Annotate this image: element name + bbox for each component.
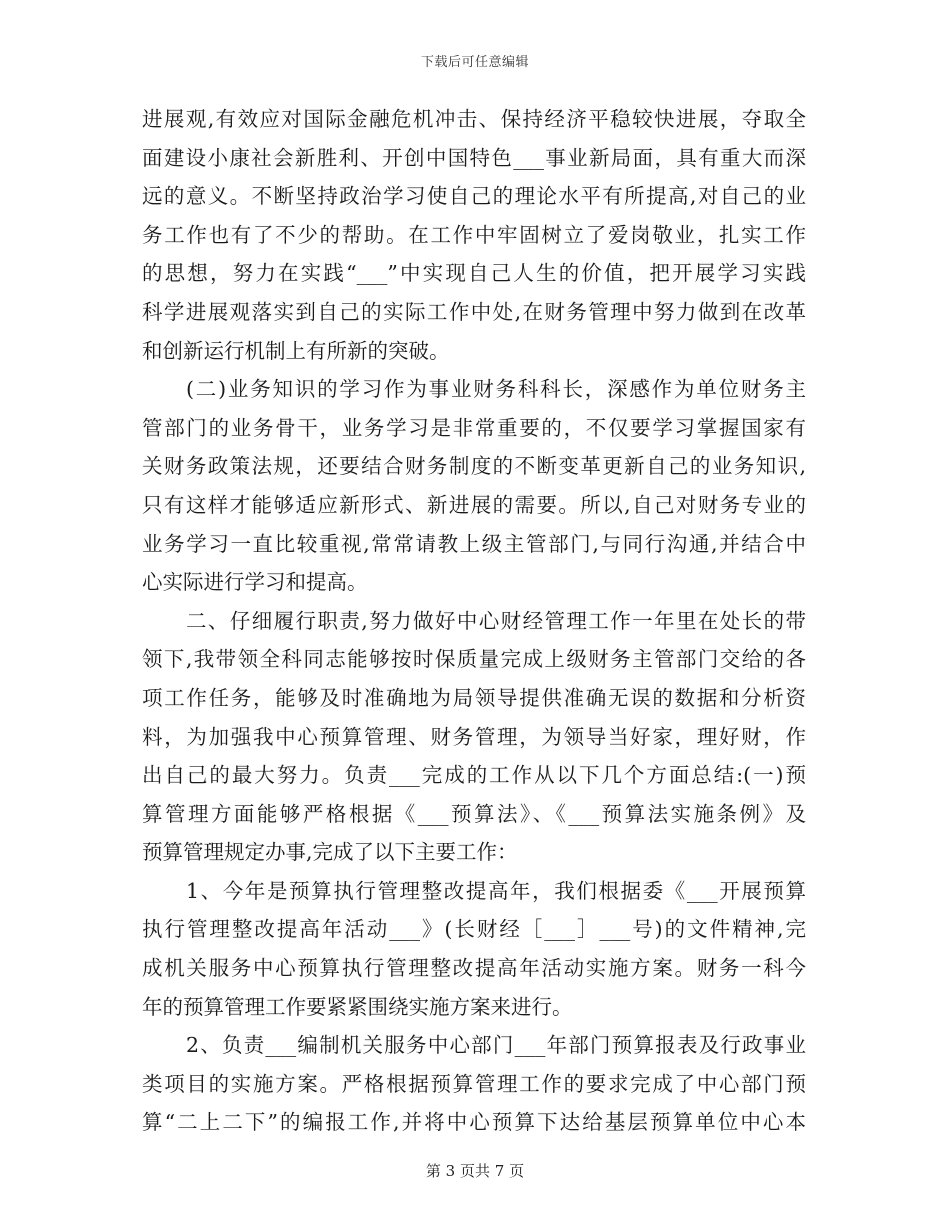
text-line: 进展观,有效应对国际金融危机冲击、保持经济平稳较快进展，夺取全 [142, 107, 806, 131]
text-line: 只有这样才能够适应新形式、新进展的需要。所以,自己对财务专业的 [142, 492, 806, 517]
text-line: 年的预算管理工作要紧紧围绕实施方案来进行。 [142, 994, 573, 1019]
text-line: 面建设小康社会新胜利、开创中国特色___事业新局面，具有重大而深 [142, 145, 806, 170]
text-line: 类项目的实施方案。严格根据预算管理工作的要求完成了中心部门预 [142, 1071, 806, 1096]
paragraph-first-line: (二)业务知识的学习作为事业财务科科长，深感作为单位财务主 [186, 377, 806, 402]
text-line: 心实际进行学习和提高。 [142, 570, 368, 595]
text-line: 执行管理整改提高年活动___》(长财经［___］___号)的文件精神,完 [142, 917, 806, 942]
paragraph-first-line: 二、仔细履行职责,努力做好中心财经管理工作一年里在处长的带 [186, 608, 806, 633]
text-line: 料，为加强我中心预算管理、财务管理，为领导当好家，理好财，作 [142, 724, 806, 749]
text-line: 预算管理规定办事,完成了以下主要工作： [142, 840, 518, 865]
text-line: 和创新运行机制上有所新的突破。 [142, 338, 450, 363]
paragraph-first-line: 1、今年是预算执行管理整改提高年，我们根据委《___开展预算 [186, 878, 806, 903]
text-line: 算管理方面能够严格根据《___预算法》、《___预算法实施条例》及 [142, 801, 806, 826]
page-header-note: 下载后可任意编辑 [420, 55, 529, 70]
text-line: 的思想，努力在实践“___”中实现自己人生的价值，把开展学习实践 [142, 261, 806, 286]
text-line: 管部门的业务骨干，业务学习是非常重要的，不仅要学习掌握国家有 [142, 415, 806, 440]
document-body [142, 100, 806, 1142]
text-line: 领下,我带领全科同志能够按时保质量完成上级财务主管部门交给的各 [142, 647, 806, 672]
text-line: 关财务政策法规，还要结合财务制度的不断变革更新自己的业务知识, [142, 454, 806, 479]
paragraph-first-line: 2、负责___编制机关服务中心部门___年部门预算报表及行政事业 [186, 1033, 806, 1058]
text-line: 算“二上二下”的编报工作,并将中心预算下达给基层预算单位中心本 [142, 1110, 806, 1135]
text-line: 科学进展观落实到自己的实际工作中处,在财务管理中努力做到在改革 [142, 299, 806, 324]
page-number: 第 3 页共 7 页 [425, 1162, 525, 1180]
text-line: 出自己的最大努力。负责___完成的工作从以下几个方面总结:(一)预 [142, 763, 806, 788]
text-line: 远的意义。不断坚持政治学习使自己的理论水平有所提高,对自己的业 [142, 184, 806, 209]
text-line: 成机关服务中心预算执行管理整改提高年活动实施方案。财务一科今 [142, 956, 806, 981]
text-line: 业务学习一直比较重视,常常请教上级主管部门,与同行沟通,并结合中 [142, 531, 806, 556]
text-line: 项工作任务，能够及时准确地为局领导提供准确无误的数据和分析资 [142, 685, 806, 710]
text-line: 务工作也有了不少的帮助。在工作中牢固树立了爱岗敬业，扎实工作 [142, 222, 806, 247]
